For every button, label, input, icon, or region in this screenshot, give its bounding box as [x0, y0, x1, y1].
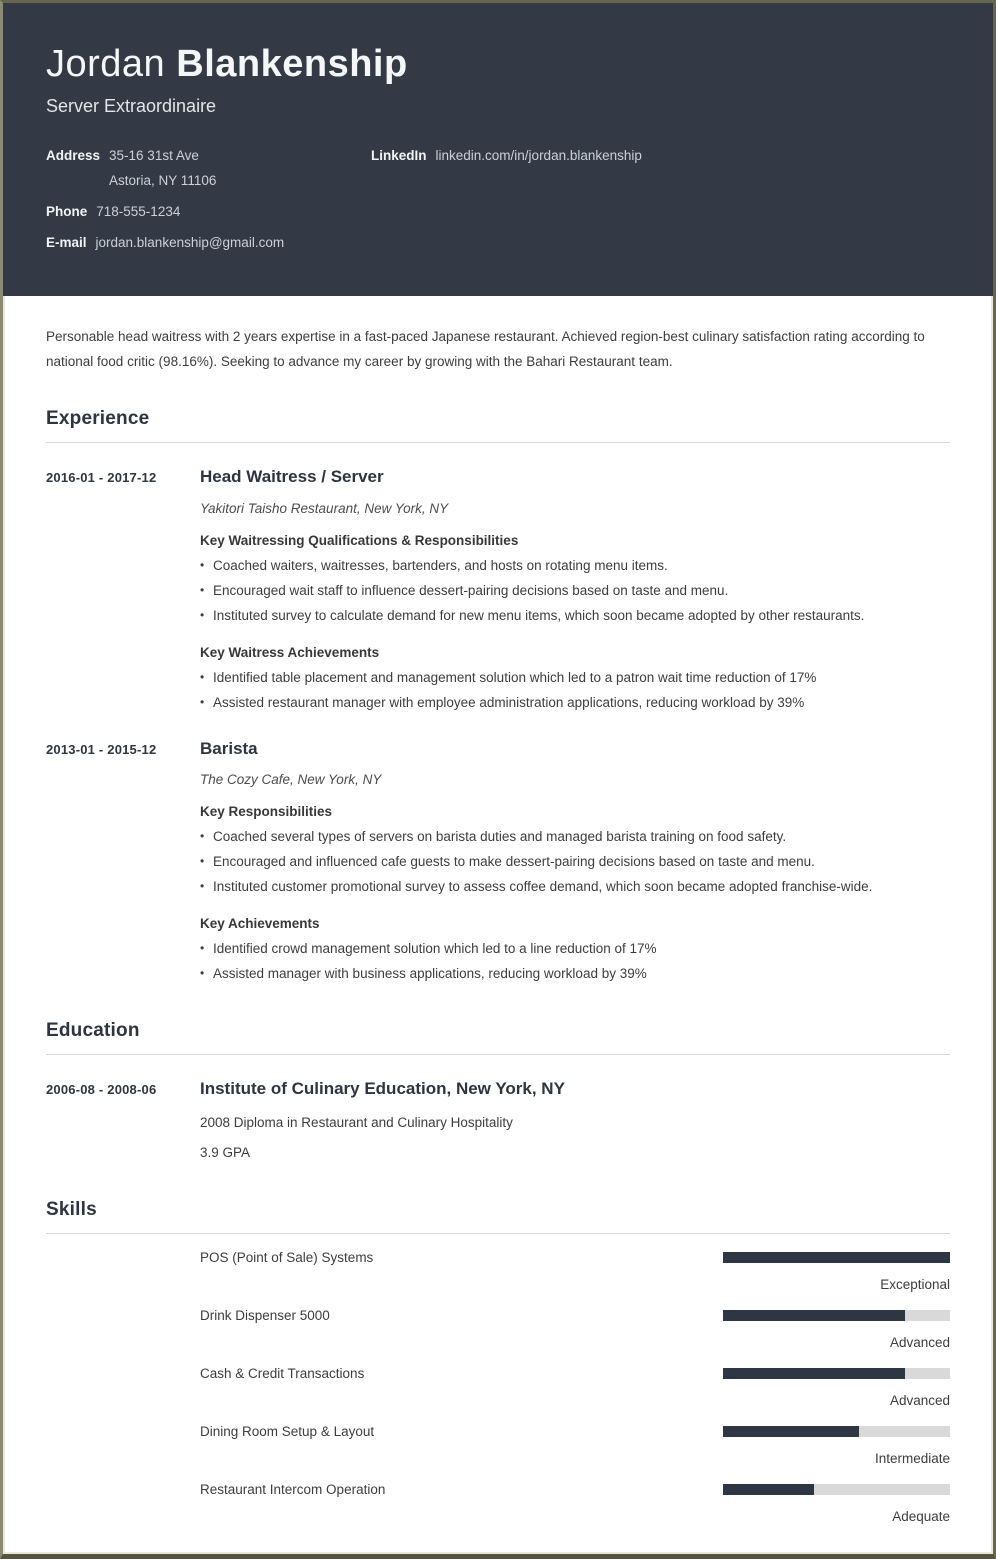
skill-name: Dining Room Setup & Layout: [200, 1423, 375, 1439]
skill-level-label: Exceptional: [880, 1276, 950, 1292]
skill-main: [46, 1366, 950, 1381]
entry-job-title: Head Waitress / Server: [200, 467, 384, 487]
bullet-list: [200, 553, 950, 628]
skills-list: [46, 1250, 950, 1524]
experience-section: [46, 408, 950, 986]
education-gpa: 3.9 GPA: [200, 1144, 251, 1160]
skill-level-bar: [723, 1252, 950, 1263]
bullet-group-heading: Key Achievements: [200, 916, 320, 932]
skill-level-label: Intermediate: [874, 1450, 950, 1466]
skill-name: Restaurant Intercom Operation: [200, 1481, 386, 1497]
skill-level-bar: [723, 1368, 950, 1379]
skill-name: POS (Point of Sale) Systems: [200, 1249, 374, 1265]
bullet-list: [200, 665, 950, 715]
contact-left-column: [46, 148, 371, 267]
phone-value: 718-555-1234: [96, 204, 181, 220]
skill-level-bar-fill: [723, 1368, 905, 1379]
experience-entry: [46, 467, 950, 714]
section-divider: [46, 1233, 950, 1234]
candidate-name: [46, 43, 950, 87]
skill-level-bar: [723, 1310, 950, 1321]
skills-section-title: Skills: [46, 1198, 97, 1220]
skill-main: [46, 1250, 950, 1265]
contact-right-column: [371, 148, 950, 267]
education-entry: [46, 1079, 950, 1164]
entry-company: Yakitori Taisho Restaurant, New York, NY: [200, 500, 449, 516]
skill-row: [46, 1366, 950, 1408]
skill-main: [46, 1308, 950, 1323]
address-label: Address: [46, 147, 101, 163]
skill-level-bar-fill: [723, 1310, 905, 1321]
skill-name: Cash & Credit Transactions: [200, 1365, 365, 1381]
section-divider: [46, 1054, 950, 1055]
bullet-item: • Instituted survey to calculate demand for new menu items, which soon became adopted by other restaurants.: [200, 603, 950, 628]
skill-level-label: Advanced: [889, 1334, 950, 1350]
skill-level-label: Advanced: [889, 1392, 950, 1408]
skill-row: [46, 1482, 950, 1524]
bullet-group-heading: Key Waitressing Qualifications & Responsibilities: [200, 532, 519, 548]
bullet-item: • Encouraged and influenced cafe guests to make dessert-pairing decisions based on taste and menu.: [200, 849, 950, 874]
contact-row-email: [46, 235, 371, 251]
entry-dates: 2013-01 - 2015-12: [46, 741, 157, 757]
bullet-item: • Identified crowd management solution which led to a line reduction of 17%: [200, 936, 950, 961]
entry-body: [200, 1079, 950, 1164]
linkedin-value: linkedin.com/in/jordan.blankenship: [435, 147, 642, 163]
bullet-list: [200, 936, 950, 986]
bullet-group-heading: Key Responsibilities: [200, 804, 333, 820]
first-name: Jordan: [46, 43, 166, 85]
address-line-1: 35-16 31st Ave: [109, 147, 199, 163]
bullet-item: • Instituted customer promotional survey to assess coffee demand, which soon became adopted franchise-wide.: [200, 874, 950, 899]
skill-row: [46, 1308, 950, 1350]
section-divider: [46, 442, 950, 443]
experience-entry: [46, 739, 950, 986]
education-section-title: Education: [46, 1020, 140, 1042]
skills-section: [46, 1199, 950, 1524]
education-diploma: 2008 Diploma in Restaurant and Culinary Hospitality: [200, 1114, 513, 1130]
contact-row-address: [46, 148, 371, 189]
contact-row-linkedin: [371, 148, 950, 164]
bullet-item: • Coached waiters, waitresses, bartenders, and hosts on rotating menu items.: [200, 553, 950, 578]
address-line-2: Astoria, NY 11106: [109, 172, 217, 188]
bullet-item: • Assisted manager with business applications, reducing workload by 39%: [200, 961, 950, 986]
email-value: jordan.blankenship@gmail.com: [95, 235, 285, 251]
bullet-list: [200, 824, 950, 899]
resume-header: [3, 3, 993, 296]
skill-name: Drink Dispenser 5000: [200, 1307, 330, 1323]
bullet-item: • Coached several types of servers on barista duties and managed barista training on food safety.: [200, 824, 950, 849]
experience-section-title: Experience: [46, 408, 150, 430]
skill-level-label: Adequate: [892, 1508, 950, 1524]
phone-label: Phone: [46, 204, 88, 220]
skill-level-bar: [723, 1484, 950, 1495]
entry-dates: 2006-08 - 2008-06: [46, 1082, 157, 1098]
linkedin-label: LinkedIn: [371, 147, 427, 163]
skill-main: [46, 1424, 950, 1439]
bullet-item: • Assisted restaurant manager with employee administration applications, reducing workload by 39%: [200, 690, 950, 715]
contact-row-phone: [46, 204, 371, 220]
skill-level-bar-fill: [723, 1426, 859, 1437]
bullet-item: • Identified table placement and management solution which led to a patron wait time reduction of 17%: [200, 665, 950, 690]
job-title-subtitle: Server Extraordinaire: [46, 95, 217, 116]
skill-level-bar: [723, 1426, 950, 1437]
skill-level-bar-fill: [723, 1484, 814, 1495]
skill-row: [46, 1250, 950, 1292]
entry-body: [200, 739, 950, 986]
entry-job-title: Barista: [200, 738, 258, 758]
last-name: Blankenship: [176, 43, 408, 85]
education-school: Institute of Culinary Education, New York, NY: [200, 1079, 565, 1099]
professional-summary: Personable head waitress with 2 years expertise in a fast-paced Japanese restaurant. Achieved region-best culinary satisfaction rating according to national food critic (98.16%). Seeking to advance my career by growing with the Bahari Restaurant team.: [46, 329, 925, 370]
address-value: [109, 148, 216, 189]
entry-company: The Cozy Cafe, New York, NY: [200, 772, 382, 788]
contact-block: [46, 148, 950, 267]
education-section: [46, 1020, 950, 1164]
email-label: E-mail: [46, 235, 87, 251]
resume-body: [3, 324, 993, 1553]
bullet-group-heading: Key Waitress Achievements: [200, 644, 380, 660]
skill-row: [46, 1424, 950, 1466]
entry-dates: 2016-01 - 2017-12: [46, 470, 157, 486]
skill-level-bar-fill: [723, 1252, 950, 1263]
entry-body: [200, 467, 950, 714]
bullet-item: • Encouraged wait staff to influence dessert-pairing decisions based on taste and menu.: [200, 578, 950, 603]
skill-main: [46, 1482, 950, 1497]
